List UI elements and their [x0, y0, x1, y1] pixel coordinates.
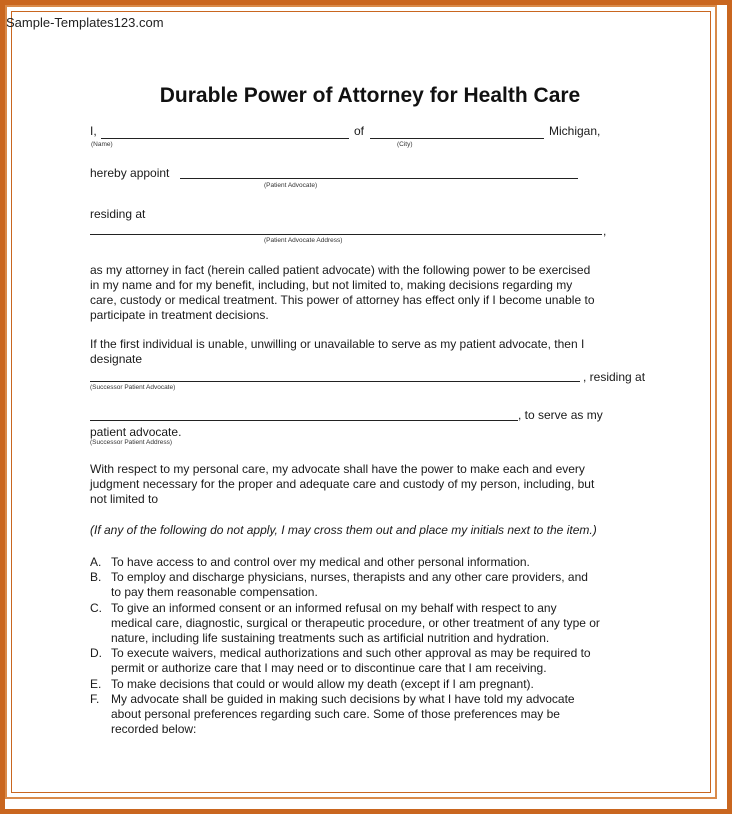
paragraph-line: not limited to [90, 492, 159, 506]
paragraph-line: designate [90, 352, 143, 366]
paragraph-attorney-in-fact [90, 263, 595, 323]
list-item [90, 555, 600, 570]
paragraph-line: If the first individual is unable, unwilling or unavailable to serve as my patient advocate, then I [90, 337, 585, 351]
paragraph-line: participate in treatment decisions. [90, 308, 269, 322]
residing-end-comma: , [603, 224, 607, 238]
list-item-text: nature, including life sustaining treatments such as artificial nutrition and hydration. [111, 631, 550, 646]
paragraph-successor [90, 337, 584, 367]
city-caption: (City) [397, 141, 413, 148]
advocate-address-caption: (Patient Advocate Address) [264, 237, 343, 244]
list-item-letter: D. [90, 646, 102, 661]
paragraph-line: in my name and for my benefit, including, but not limited to, making decisions regarding my [90, 278, 573, 292]
serve-label: , to serve as my [518, 408, 603, 422]
of-label: of [354, 124, 365, 138]
list-item-text: To make decisions that could or would allow my death (except if I am pregnant). [111, 676, 534, 691]
watermark: Sample-Templates123.com [6, 15, 164, 30]
list-item [90, 677, 600, 692]
list-item-text: To execute waivers, medical authorizations and such other approval as may be required to [111, 646, 591, 661]
list-item-text: medical care, diagnostic, surgical or therapeutic procedure, or other treatment of any type or [111, 615, 600, 630]
list-item [90, 601, 600, 647]
patient-advocate-caption: (Patient Advocate) [264, 182, 318, 189]
list-item-text: about personal preferences regarding such care. Some of those preferences may be [111, 707, 560, 722]
list-item [90, 570, 600, 600]
i-label: I, [90, 124, 97, 138]
name-caption: (Name) [91, 141, 113, 148]
list-item-text: To have access to and control over my medical and other personal information. [111, 555, 530, 569]
successor-address-caption: (Successor Patient Address) [90, 439, 173, 446]
paragraph-personal-care [90, 462, 594, 507]
list-item-letter: A. [90, 555, 102, 569]
patient-advocate-text: patient advocate. [90, 425, 182, 439]
list-item-letter: F. [90, 691, 100, 706]
cross-out-note: (If any of the following do not apply, I may cross them out and place my initials next to the item.) [90, 523, 597, 537]
residing-label: residing at [90, 207, 146, 221]
list-item-letter: B. [90, 570, 102, 585]
successor-address-line[interactable] [90, 420, 518, 421]
list-item-text: permit or authorize care that I may need or to discontinue care that I am receiving. [111, 661, 547, 676]
successor-advocate-caption: (Successor Patient Advocate) [90, 384, 176, 391]
name-line[interactable] [101, 138, 349, 139]
list-item-letter: C. [90, 600, 102, 615]
list-item-letter: E. [90, 676, 102, 691]
paragraph-line: judgment necessary for the proper and adequate care and custody of my person, including, but [90, 477, 595, 491]
patient-advocate-line[interactable] [180, 178, 578, 179]
list-item [90, 692, 600, 738]
advocate-address-line[interactable] [90, 234, 602, 235]
paragraph-line: With respect to my personal care, my advocate shall have the power to make each and every [90, 462, 585, 476]
paragraph-line: care, custody or medical treatment. This power of attorney has effect only if I become unable to [90, 293, 595, 307]
state-label: Michigan, [549, 124, 601, 138]
successor-residing-label: , residing at [583, 370, 646, 384]
powers-list [90, 555, 600, 737]
list-item-text: To give an informed consent or an informed refusal on my behalf with respect to any [111, 600, 557, 615]
document-title: Durable Power of Attorney for Health Care [159, 84, 581, 107]
paragraph-line: as my attorney in fact (herein called patient advocate) with the following power to be exercised [90, 263, 591, 277]
appoint-label: hereby appoint [90, 166, 170, 180]
list-item-text: recorded below: [111, 722, 197, 737]
list-item [90, 646, 600, 676]
successor-advocate-line[interactable] [90, 381, 580, 382]
list-item-text: to pay them reasonable compensation. [111, 585, 318, 600]
list-item-text: My advocate shall be guided in making such decisions by what I have told my advocate [111, 691, 575, 706]
city-line[interactable] [370, 138, 544, 139]
list-item-text: To employ and discharge physicians, nurses, therapists and any other care providers, and [111, 570, 588, 585]
